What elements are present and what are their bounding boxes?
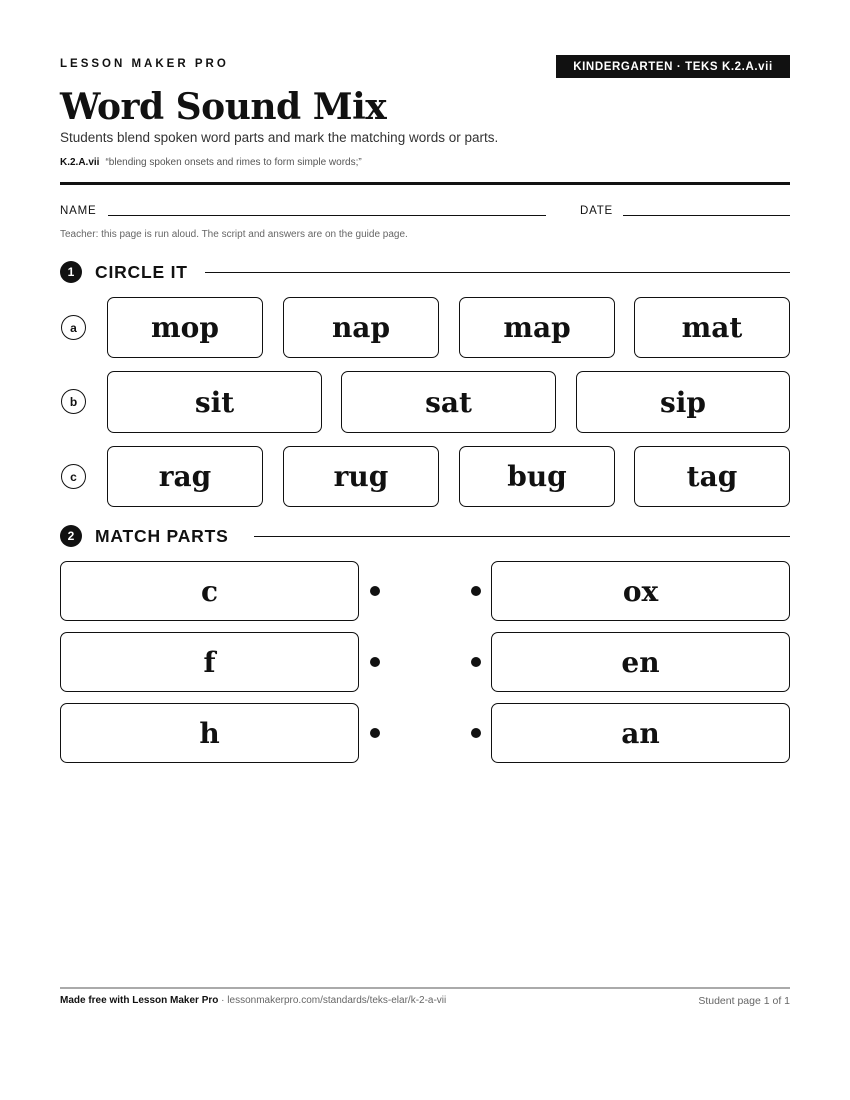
date-label: DATE — [580, 205, 614, 217]
footer-separator: · — [218, 995, 228, 1006]
section-title: CIRCLE IT — [95, 262, 188, 282]
section-match-parts-header — [60, 524, 790, 548]
section-number: 2 — [60, 525, 82, 547]
rime-card[interactable]: ox — [491, 561, 790, 621]
onset-card[interactable]: c — [60, 561, 359, 621]
section-circle-it-header — [60, 260, 790, 284]
section-number: 1 — [60, 261, 82, 283]
word-choice[interactable]: map — [459, 297, 615, 358]
section-rule — [205, 272, 790, 273]
teacher-note: Teacher: this page is run aloud. The script and answers are on the guide page. — [60, 229, 408, 240]
match-dot-right[interactable] — [471, 657, 481, 667]
brand-name: LESSON MAKER PRO — [60, 58, 229, 70]
word-choice[interactable]: mop — [107, 297, 263, 358]
word-choice[interactable]: sat — [341, 371, 556, 433]
page-subtitle: Students blend spoken word parts and mark the matching words or parts. — [60, 130, 499, 145]
standard-code: K.2.A.vii — [60, 157, 100, 168]
word-choice[interactable]: bug — [459, 446, 615, 507]
onset-card[interactable]: h — [60, 703, 359, 763]
word-choice[interactable]: rug — [283, 446, 439, 507]
standard-reference — [60, 157, 362, 168]
footer-divider — [60, 987, 790, 989]
match-dot-right[interactable] — [471, 586, 481, 596]
word-choice[interactable]: mat — [634, 297, 790, 358]
match-dot-left[interactable] — [370, 728, 380, 738]
section-rule — [254, 536, 790, 537]
word-choice[interactable]: rag — [107, 446, 263, 507]
match-dot-right[interactable] — [471, 728, 481, 738]
header-divider — [60, 182, 790, 185]
word-choice[interactable]: nap — [283, 297, 439, 358]
row-letter-a: a — [61, 315, 86, 340]
page-title: Word Sound Mix — [60, 86, 387, 128]
section-title: MATCH PARTS — [95, 526, 229, 546]
standard-text: “blending spoken onsets and rimes to form simple words;” — [105, 157, 362, 168]
footer-url[interactable]: lessonmakerpro.com/standards/teks-elar/k-2-a-vii — [227, 995, 447, 1006]
match-dot-left[interactable] — [370, 657, 380, 667]
row-letter-b: b — [61, 389, 86, 414]
footer-brand: Made free with Lesson Maker Pro — [60, 995, 219, 1006]
date-field[interactable] — [623, 215, 790, 216]
rime-card[interactable]: en — [491, 632, 790, 692]
name-field[interactable] — [108, 215, 546, 216]
match-dot-left[interactable] — [370, 586, 380, 596]
footer-credit — [60, 995, 446, 1006]
word-choice[interactable]: tag — [634, 446, 790, 507]
grade-standard-badge: KINDERGARTEN · TEKS K.2.A.vii — [556, 55, 790, 78]
word-choice[interactable]: sip — [576, 371, 790, 433]
page-indicator: Student page 1 of 1 — [698, 995, 790, 1007]
rime-card[interactable]: an — [491, 703, 790, 763]
word-choice[interactable]: sit — [107, 371, 322, 433]
row-letter-c: c — [61, 464, 86, 489]
onset-card[interactable]: f — [60, 632, 359, 692]
name-label: NAME — [60, 205, 97, 217]
